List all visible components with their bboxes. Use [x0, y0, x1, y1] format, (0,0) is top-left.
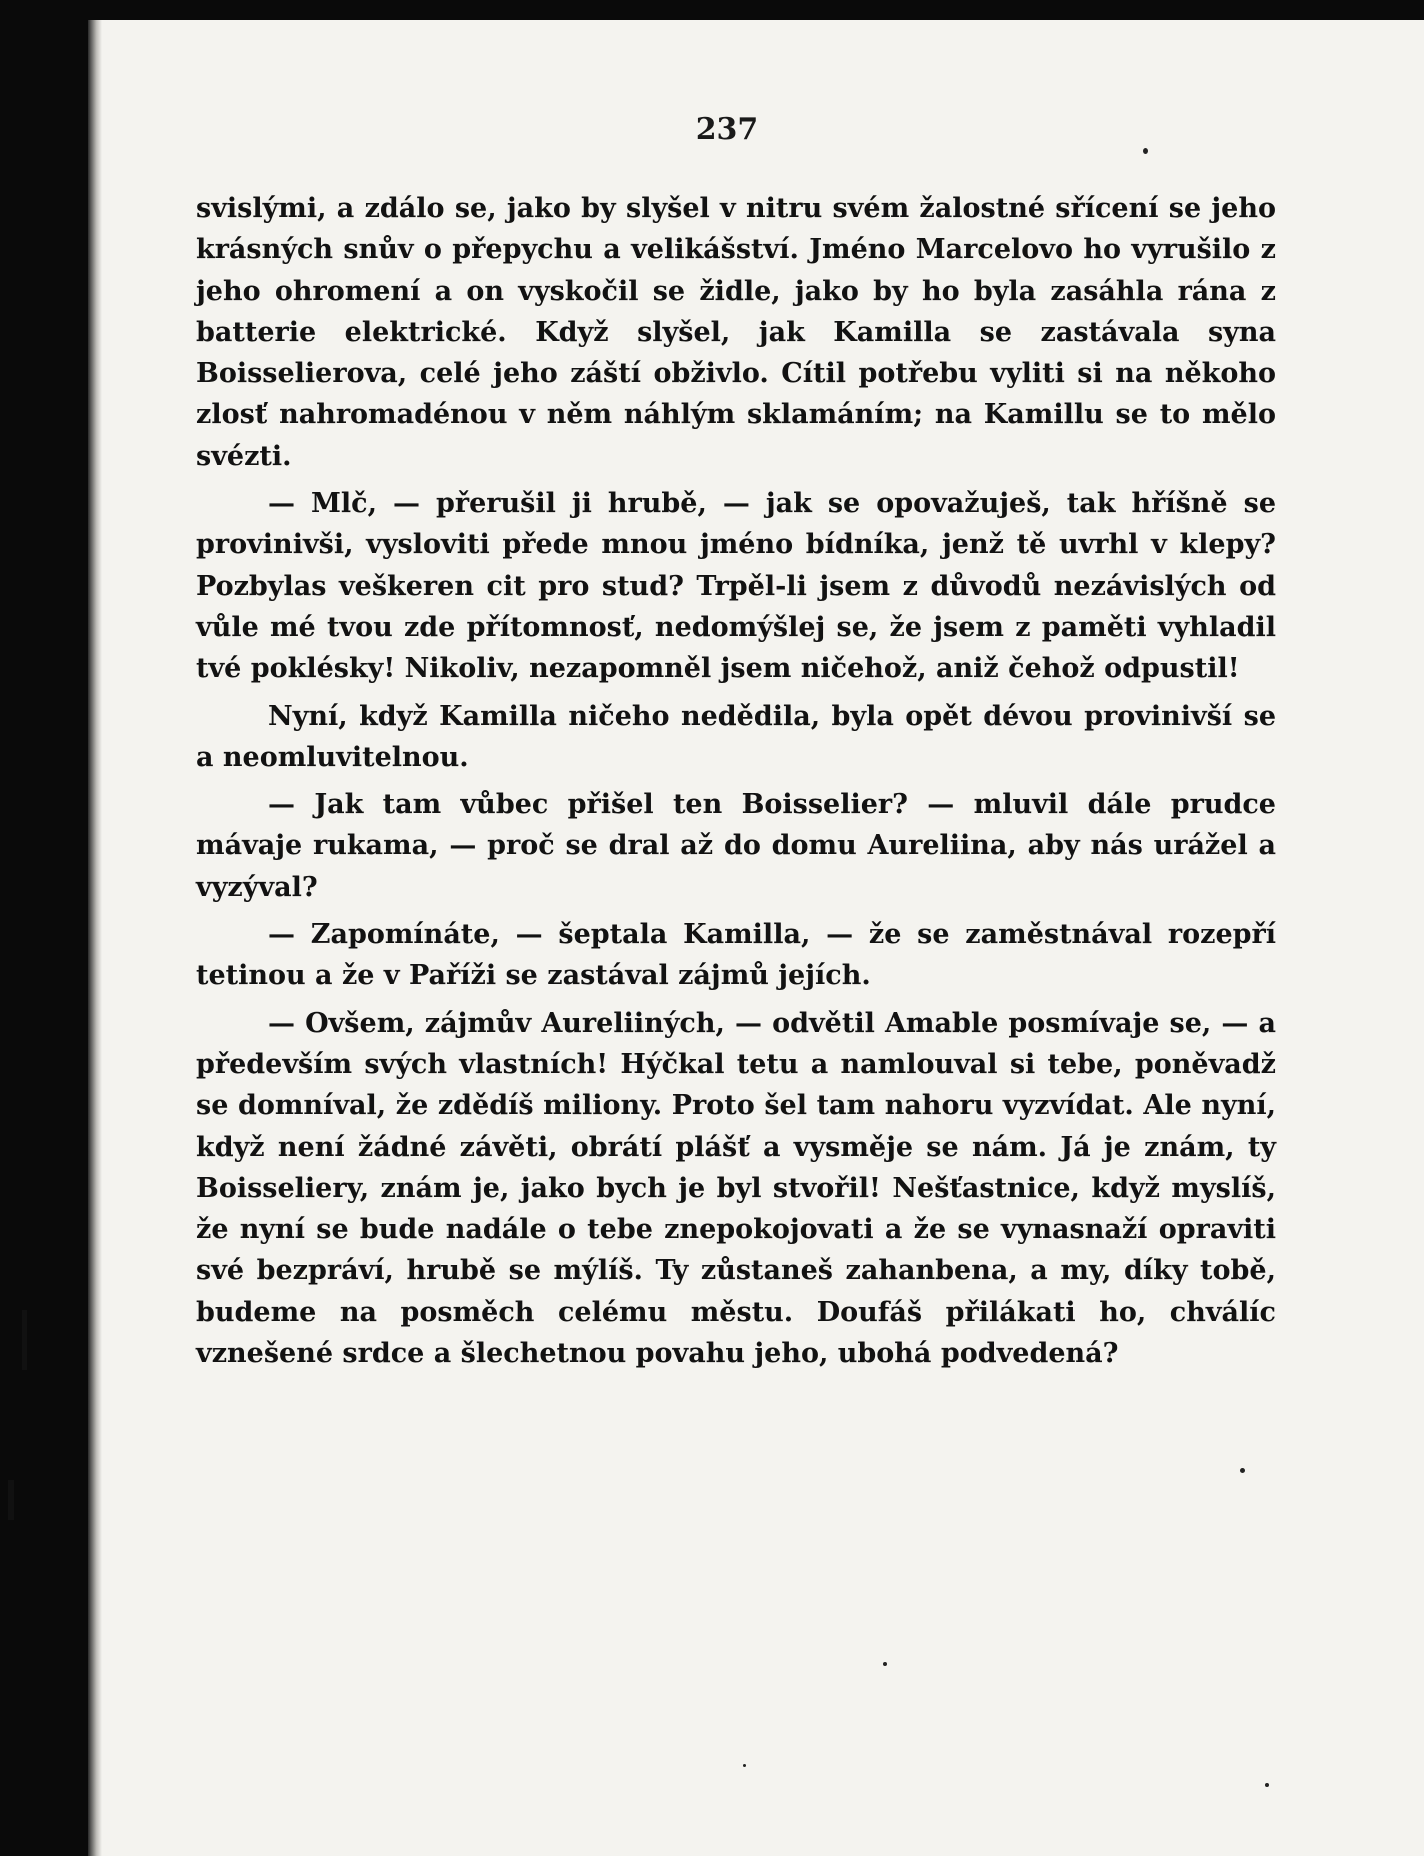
binding-mark [8, 1480, 14, 1520]
page-text [196, 188, 1276, 1380]
page-number: 237 [695, 112, 759, 147]
scan-speck [883, 1662, 887, 1666]
paragraph-6: — Ovšem, zájmův Aureliiných, — odvětil Amable posmívaje se, — a především svých vlastních! Hýčkal tetu a namlouval si tebe, poněvadž se domníval, že zdědíš miliony. Proto šel tam nahoru vyzvídat. Ale nyní, když není žádné závěti, obrátí plášť a vysměje se nám. Já je znám, ty Boisseliery, znám je, jako bych je byl stvořil! Nešťastnice, když myslíš, že nyní se bude nadále o tebe znepokojovati a že se vynasnaží opraviti své bezpráví, hrubě se mýlíš. Ty zůstaneš zahanbena, a my, díky tobě, budeme na posměch celému městu. Doufáš přilákati ho, chválíc vznešené srdce a šlechetnou povahu jeho, ubohá podvedená? [196, 1007, 1276, 1370]
paragraph-3: Nyní, když Kamilla ničeho nedědila, byla opět dévou provinivší se a neomluvitelnou. [196, 700, 1276, 773]
scan-speck [743, 1764, 746, 1767]
paragraph-4: — Jak tam vůbec přišel ten Boisselier? — mluvil dále prudce mávaje rukama, — proč se dral až do domu Aureliina, aby nás urážel a vyzýval? [196, 789, 1276, 903]
paragraph-5: — Zapomínáte, — šeptala Kamilla, — že se zaměstnával rozepří tetinou a že v Paříži se zastával zájmů jejích. [196, 919, 1276, 992]
paragraph-1: svislými, a zdálo se, jako by slyšel v nitru svém žalostné sřícení se jeho krásných snův o přepychu a velikášství. Jméno Marcelovo ho vyrušilo z jeho ohromení a on vyskočil se židle, jako by ho byla zasáhla rána z batterie elektrické. Když slyšel, jak Kamilla se zastávala syna Boisselierova, celé jeho záští obživlo. Cítil potřebu vyliti si na někoho zlosť nahromadénou v něm náhlým sklamáním; na Kamillu se to mělo svézti. [196, 193, 1276, 472]
page-gutter [88, 20, 102, 1856]
binding-mark [22, 1310, 27, 1370]
paragraph-2: — Mlč, — přerušil ji hrubě, — jak se opovažuješ, tak hříšně se provinivši, vysloviti přede mnou jméno bídníka, jenž tě uvrhl v klepy? Pozbylas veškeren cit pro stud? Trpěl-li jsem z důvodů nezávislých od vůle mé tvou zde přítomnosť, nedomýšlej se, že jsem z paměti vyhladil tvé poklésky! Nikoliv, nezapomněl jsem ničehož, aniž čehož odpustil! [196, 488, 1276, 685]
scan-speck [1265, 1783, 1269, 1787]
scan-speck [1240, 1468, 1245, 1473]
book-page [88, 20, 1424, 1856]
scan-speck [1143, 148, 1148, 154]
